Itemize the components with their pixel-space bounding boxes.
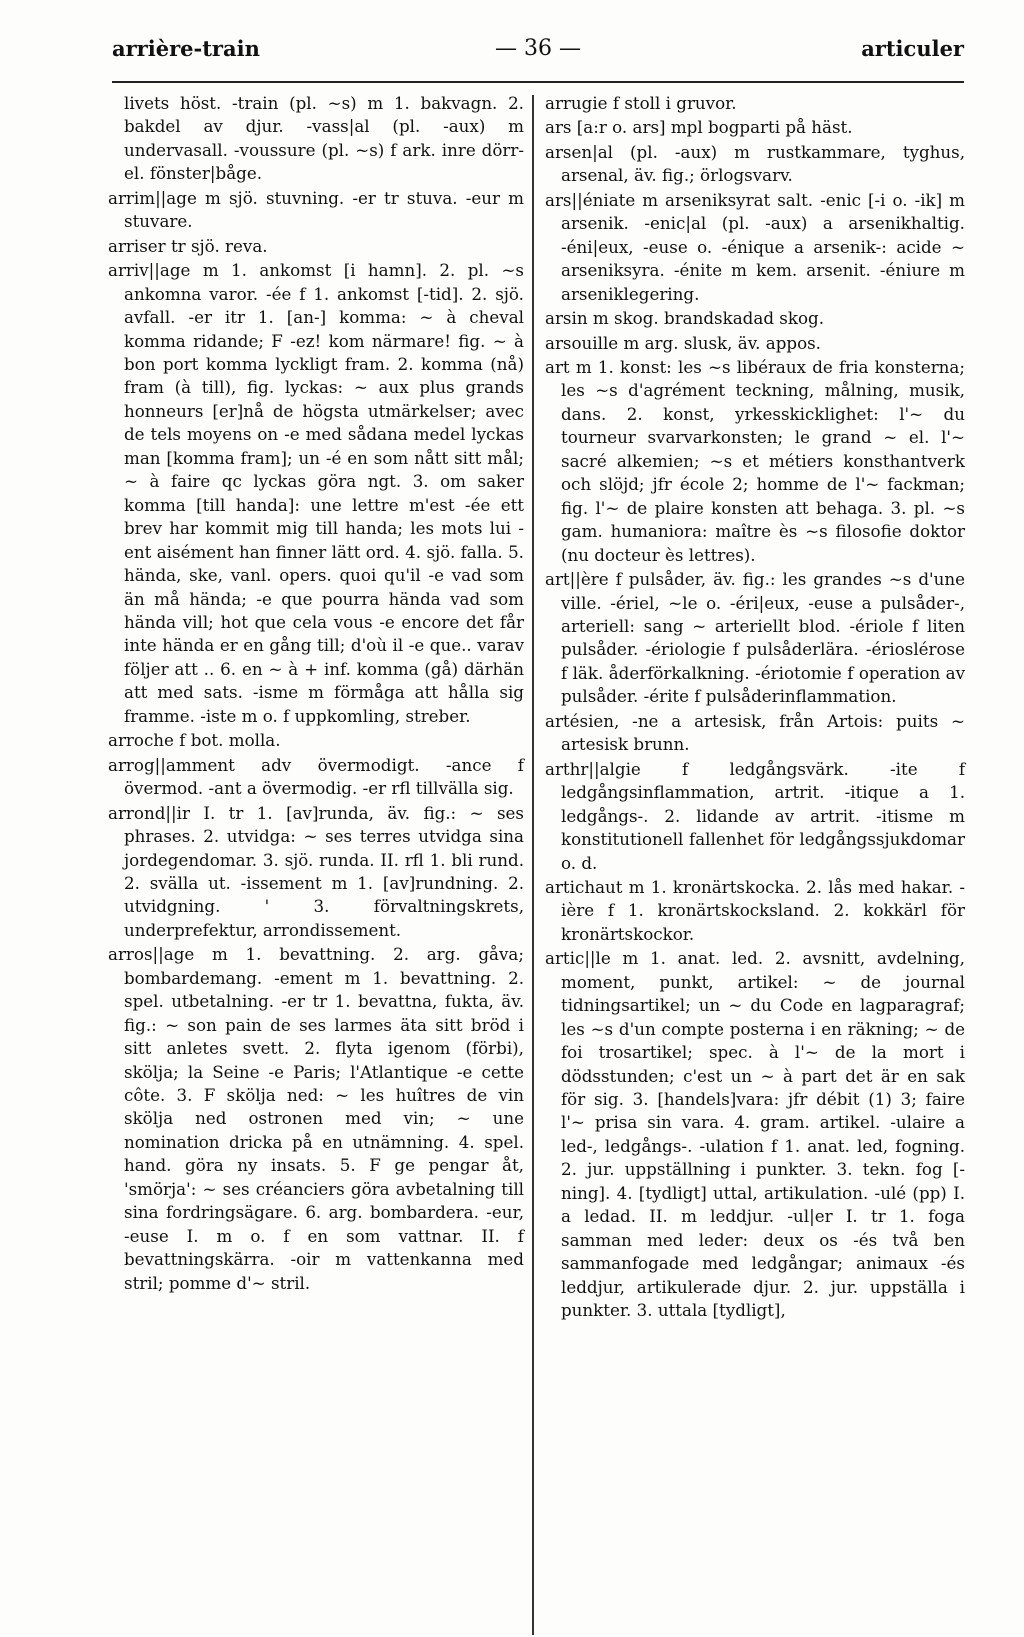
header-last-word: articuler bbox=[861, 36, 964, 61]
left-column bbox=[108, 92, 524, 1296]
dictionary-entry: arrond||ir I. tr 1. [av]runda, äv. fig.: ~ ses phrases. 2. utvidga: ~ ses terres utvidga sina jordegendomar. 3. sjö. runda. II. rfl 1. bli rund. 2. svälla ut. -issement m 1. [av]rundning. 2. utvidgning. ' 3. förvaltningskrets, underprefektur, arrondissement. bbox=[108, 802, 524, 940]
dictionary-entry: arsin m skog. brandskadad skog. bbox=[545, 308, 825, 329]
dictionary-entry: ars||éniate m arseniksyrat salt. -enic [-i o. -ik] m arsenik. -enic|al (pl. -aux) a arsenikhaltig. -éni|eux, -euse o. -énique a arsenik-: acide ~ arseniksyra. -énite m kem. arsenit. -éniure m arseniklegering. bbox=[545, 189, 965, 304]
dictionary-entry: arrim||age m sjö. stuvning. -er tr stuva. -eur m stuvare. bbox=[108, 187, 524, 232]
dictionary-entry: arthr||algie f ledgångsvärk. -ite f ledgångsinflammation, artrit. -itique a 1. ledgångs-. 2. lidande av artrit. -itisme m konstitutionell fallenhet för ledgångssjukdomar o. d. bbox=[545, 758, 965, 873]
column-divider bbox=[532, 95, 534, 1635]
dictionary-entry: art m 1. konst: les ~s libéraux de fria konsterna; les ~s d'agrément teckning, målning, musik, dans. 2. konst, yrkesskicklighet: l'~ du tourneur svarvarkonsten; le grand ~ el. l'~ sacré alkemien; ~s et métiers konsthantverk och slöjd; jfr école 2; homme de l'~ fackman; fig. l'~ de plaire konsten att behaga. 3. pl. ~s gam. humaniora: maître ès ~s filosofie doktor (nu docteur ès lettres). bbox=[545, 356, 965, 565]
right-column bbox=[545, 92, 965, 1324]
dictionary-entry: arroche f bot. molla. bbox=[108, 730, 281, 751]
dictionary-entry: artic||le m 1. anat. led. 2. avsnitt, avdelning, moment, punkt, artikel: ~ de journal tidningsartikel; un ~ du Code en lagparagraf; les ~s d'un compte posterna i en räkning; ~ de foi trosartikel; spec. à l'~ de la mort i dödsstunden; c'est un ~ à part det är en sak för sig. 3. [handels]vara: jfr débit (1) 3; faire l'~ prisa sin vara. 4. gram. artikel. -ulaire a led-, ledgångs-. -ulation f 1. anat. led, fogning. 2. jur. uppställning i punkter. 3. tekn. fog [-ning]. 4. [tydligt] uttal, artikulation. -ulé (pp) I. a ledad. II. m leddjur. -ul|er I. tr 1. foga samman med leder: deux os -és två ben sammanfogade med ledgångar; animaux -és leddjur, artikulerade djur. 2. jur. uppställa i punkter. 3. uttala [tydligt], bbox=[545, 948, 965, 1321]
dictionary-entry: ars [a:r o. ars] mpl bogparti på häst. bbox=[545, 117, 853, 138]
dictionary-entry: artichaut m 1. kronärtskocka. 2. lås med hakar. -ière f 1. kronärtskocksland. 2. kokkärl för kronärtskockor. bbox=[545, 876, 965, 944]
page-header bbox=[112, 36, 964, 76]
dictionary-entry: arriser tr sjö. reva. bbox=[108, 235, 268, 256]
dictionary-entry: arsen|al (pl. -aux) m rustkammare, tyghus, arsenal, äv. fig.; örlogsvarv. bbox=[545, 141, 965, 186]
header-first-word: arrière-train bbox=[112, 36, 260, 61]
dictionary-entry: livets höst. -train (pl. ~s) m 1. bakvagn. 2. bakdel av djur. -vass|al (pl. -aux) m undervasall. -voussure (pl. ~s) f ark. inre dörr- el. fönster|båge. bbox=[124, 93, 524, 184]
page-number: — 36 — bbox=[495, 36, 581, 61]
dictionary-entry: arros||age m 1. bevattning. 2. arg. gåva; bombardemang. -ement m 1. bevattning. 2. spel. utbetalning. -er tr 1. bevattna, fukta, äv. fig.: ~ son pain de ses larmes äta sitt bröd i sitt anletes svett. 2. flyta igenom (förbi), skölja; la Seine -e Paris; l'Atlantique -e cette côte. 3. F skölja ned: ~ les huîtres de vin skölja ned ostronen med vin; ~ une nomination dricka på en utnämning. 4. spel. hand. göra ny insats. 5. F ge pengar åt, 'smörja': ~ ses créanciers göra avbetalning till sina fordringsägare. 6. arg. bombardera. -eur, -euse I. m o. f en som vattnar. II. f bevattningskärra. -oir m vattenkanna med stril; pomme d'~ stril. bbox=[108, 944, 524, 1293]
dictionary-entry: arrugie f stoll i gruvor. bbox=[545, 93, 737, 113]
dictionary-entry: art||ère f pulsåder, äv. fig.: les grandes ~s d'une ville. -ériel, ~le o. -éri|eux, -euse a pulsåder-, arteriell: sang ~ arteriellt blod. -ériole f liten pulsåder. -ériologie f pulsåderlära. -érioslérose f läk. åderförkalkning. -ériotomie f operation av pulsåder. -érite f pulsåderinflammation. bbox=[545, 569, 965, 707]
dictionary-entry: arsouille m arg. slusk, äv. appos. bbox=[545, 332, 821, 353]
header-rule bbox=[112, 81, 964, 83]
dictionary-entry: arrog||amment adv övermodigt. -ance f övermod. -ant a övermodig. -er rfl tillvälla sig. bbox=[108, 754, 524, 799]
dictionary-entry: arriv||age m 1. ankomst [i hamn]. 2. pl. ~s ankomna varor. -ée f 1. ankomst [-tid]. 2. sjö. avfall. -er itr 1. [an-] komma: ~ à cheval komma ridande; F -ez! kom närmare! fig. ~ à bon port komma lyckligt fram. 2. komma (nå) fram (à till), fig. lyckas: ~ aux plus grands honneurs [er]nå de högsta utmärkelser; avec de tels moyens on -e med sådana medel lyckas man [komma fram]; un -é en som nått sitt mål; ~ à faire qc lyckas göra ngt. 3. om saker komma [till handa]: une lettre m'est -ée ett brev har kommit mig till handa; les mots lui -ent aisément han finner lätt ord. 4. sjö. falla. 5. hända, ske, vanl. opers. quoi qu'il -e vad som än må hända; -e que pourra hända vad som hända vill; hot que cela vous -e encore det får inte hända er en gång till; d'où il -e que.. varav följer att .. 6. en ~ à + inf. komma (gå) därhän att med sats. -isme m förmåga att hålla sig framme. -iste m o. f uppkomling, streber. bbox=[108, 260, 524, 726]
dictionary-entry: artésien, -ne a artesisk, från Artois: puits ~ artesisk brunn. bbox=[545, 710, 965, 755]
